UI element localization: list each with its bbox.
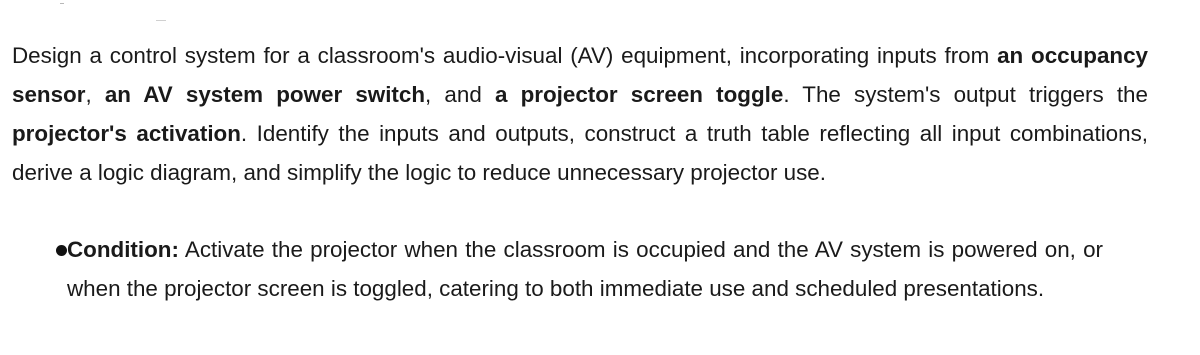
paragraph-text: . The system's output triggers the <box>783 82 1148 107</box>
problem-paragraph <box>12 36 1148 192</box>
scan-artifact <box>156 20 166 21</box>
condition-label: Condition: <box>67 237 179 262</box>
paragraph-text: , <box>85 82 105 107</box>
paragraph-text: . Identify the inputs and outputs, construct a truth table reflecting all input combinations, derive a logic diagram, and simplify the logic to reduce unnecessary projector use. <box>12 121 1148 185</box>
condition-text <box>67 230 1103 308</box>
paragraph-text: Design a control system for a classroom's audio-visual (AV) equipment, incorporating inputs from <box>12 43 998 68</box>
paragraph-text: , and <box>425 82 495 107</box>
power-switch-phrase: an AV system power switch <box>104 82 426 107</box>
condition-body: Activate the projector when the classroom is occupied and the AV system is powered on, or when the projector screen is toggled, catering to both immediate use and scheduled presentations. <box>67 237 1103 301</box>
scan-artifact <box>60 3 64 4</box>
screen-toggle-phrase: a projector screen toggle <box>494 82 784 107</box>
bullet-icon <box>56 245 67 256</box>
occupancy-sensor-phrase: an occupancy sensor <box>12 43 1148 107</box>
condition-bullet <box>12 230 1148 308</box>
projector-activation-phrase: projector's activation <box>12 121 241 146</box>
